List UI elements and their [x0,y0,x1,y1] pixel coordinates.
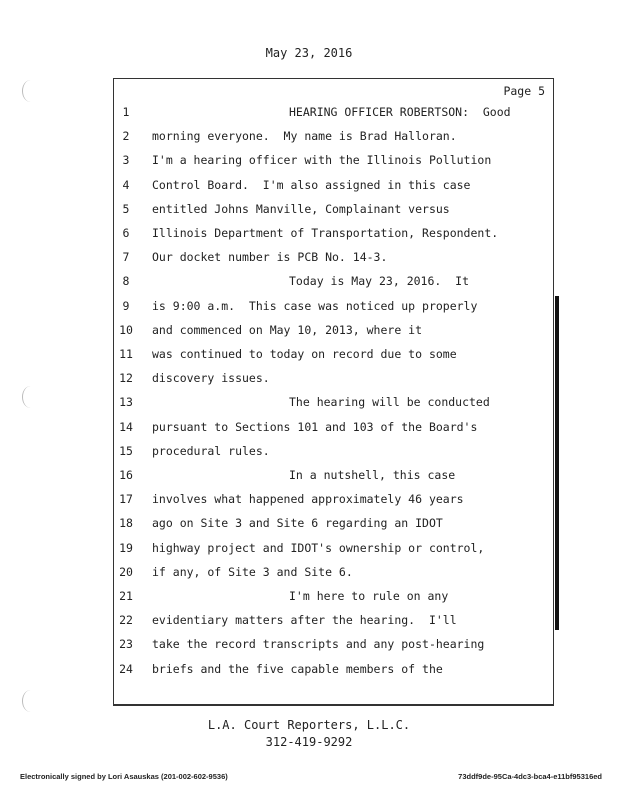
binder-hole-top [22,80,39,102]
line-number: 17 [119,492,133,507]
transcript-line [114,323,555,343]
line-number: 4 [122,177,130,192]
document-id: 73ddf9de-95Ca-4dc3-bca4-e11bf95316ed [458,772,602,781]
line-text: if any, of Site 3 and Site 6. [152,564,353,579]
binder-hole-bottom [22,690,39,712]
line-text: involves what happened approximately 46 years [152,492,464,507]
line-number: 8 [122,274,130,289]
line-text: and commenced on May 10, 2013, where it [152,322,423,337]
transcript-line [114,250,555,270]
line-text: entitled Johns Manville, Complainant versus [152,201,450,216]
transcript-line [114,613,555,633]
transcript-line [114,662,555,682]
transcript-line [114,129,555,149]
footer-phone: 312-419-9292 [265,735,353,749]
edge-bar [555,296,559,630]
line-text: The hearing will be conducted [289,395,490,410]
transcript-line [114,541,555,561]
line-number: 3 [122,153,130,168]
line-number: 20 [119,564,133,579]
line-text: HEARING OFFICER ROBERTSON: Good [289,105,511,119]
transcript-line [114,202,555,222]
footer-company: L.A. Court Reporters, L.L.C. [207,718,411,732]
transcript-line [114,105,555,125]
line-text: is 9:00 a.m. This case was noticed up properly [152,298,478,313]
transcript-line [114,516,555,536]
line-text: briefs and the five capable members of the [152,661,443,676]
transcript-line [114,347,555,367]
line-number: 7 [122,250,130,265]
line-number: 23 [119,637,133,652]
transcript-line [114,468,555,488]
line-text: morning everyone. My name is Brad Halloran. [152,129,457,144]
transcript-line [114,395,555,415]
line-text: procedural rules. [152,443,270,458]
line-number: 24 [119,661,133,676]
transcript-line [114,492,555,512]
line-text: evidentiary matters after the hearing. I'll [152,613,457,628]
line-text: I'm here to rule on any [289,589,449,603]
transcript-line [114,153,555,173]
transcript-line [114,565,555,585]
signature-text: Electronically signed by Lori Asauskas (201-002-602-9536) [20,772,228,781]
line-number: 21 [119,589,133,603]
line-number: 19 [119,540,133,555]
line-number: 9 [122,298,130,313]
transcript-line [114,371,555,391]
line-number: 1 [122,105,130,119]
transcript-line [114,274,555,294]
transcript-line [114,589,555,609]
line-number: 22 [119,613,133,628]
line-text: pursuant to Sections 101 and 103 of the Board's [152,419,478,434]
line-number: 2 [122,129,130,144]
page-number: Page 5 [503,84,545,98]
line-text: Today is May 23, 2016. It [289,274,470,289]
line-number: 6 [122,226,130,240]
line-text: Control Board. I'm also assigned in this case [152,177,471,192]
line-text: ago on Site 3 and Site 6 regarding an IDOT [152,516,443,531]
line-number: 5 [122,201,130,216]
line-number: 16 [119,468,133,482]
transcript-line [114,444,555,464]
transcript-line [114,226,555,246]
line-text: discovery issues. [152,371,270,386]
transcript-line [114,420,555,440]
transcript-page-box [113,78,554,706]
line-text: take the record transcripts and any post-hearing [152,637,485,652]
binder-hole-middle [22,386,39,408]
header-date: May 23, 2016 [265,46,353,60]
line-number: 10 [119,322,133,337]
line-number: 15 [119,443,133,458]
line-text: highway project and IDOT's ownership or control, [152,540,485,555]
line-number: 11 [119,347,133,361]
line-text: Illinois Department of Transportation, Respondent. [152,226,499,240]
transcript-line [114,299,555,319]
transcript-line [114,637,555,657]
line-number: 18 [119,516,133,531]
line-number: 12 [119,371,133,386]
line-number: 14 [119,419,133,434]
line-text: I'm a hearing officer with the Illinois Pollution [152,153,492,168]
line-text: In a nutshell, this case [289,468,456,482]
line-text: was continued to today on record due to some [152,347,457,361]
line-text: Our docket number is PCB No. 14-3. [152,250,388,265]
transcript-line [114,178,555,198]
line-number: 13 [119,395,133,410]
